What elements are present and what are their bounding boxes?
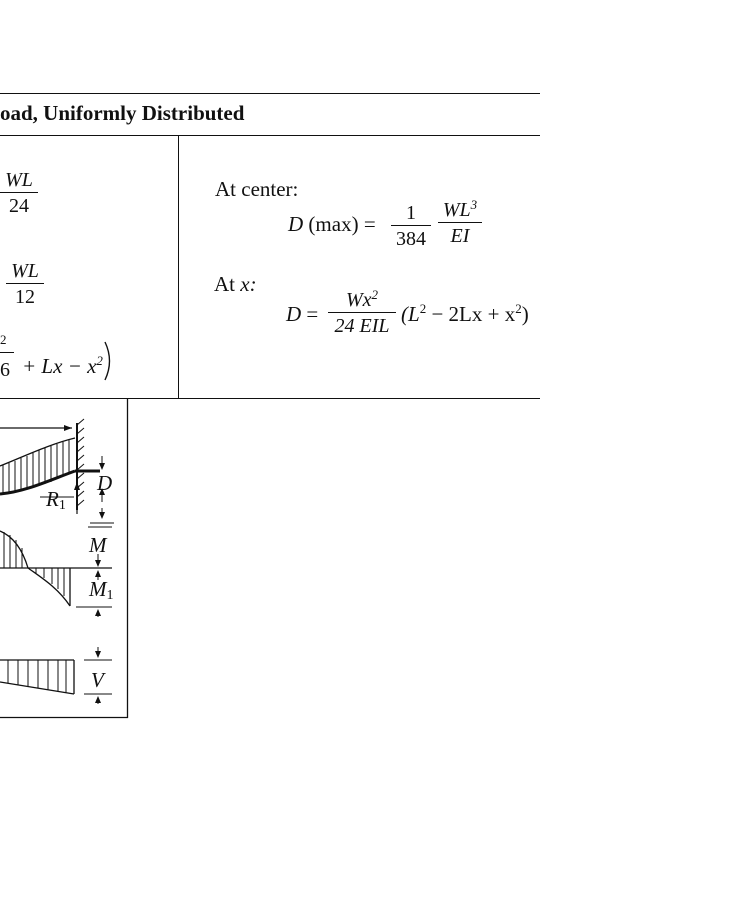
label-v: V <box>91 668 104 692</box>
fraction-wx2-24eil: Wx$^2$ 24 EIL <box>328 290 396 336</box>
cropped-fraction-top: 2 <box>0 332 7 347</box>
right-paren <box>102 340 116 382</box>
fraction-1-384: $\frac{1}{384}$ <box>391 203 431 249</box>
label-m: M <box>89 533 107 557</box>
dmax-lhs: D (max) = <box>288 212 376 236</box>
fraction-wl3-ei: $\frac{WL^3}{EI}$ <box>438 200 482 246</box>
dx-lhs: D = <box>286 302 319 326</box>
cropped-fraction-bar <box>0 352 14 353</box>
label-d: D <box>97 471 113 495</box>
at-center-label: At center: <box>215 177 299 201</box>
label-r1: $R_1$ <box>46 487 66 513</box>
header-bottom-rule <box>0 135 540 136</box>
cell-divider <box>178 135 179 398</box>
section-title: oad, Uniformly Distributed <box>0 101 245 125</box>
expression-tail: + $Lx - x^2$ <box>22 353 103 378</box>
beam-diagram <box>0 398 132 720</box>
label-m1: $M_1$ <box>89 577 114 603</box>
cropped-fraction-bottom: 6 <box>0 359 10 381</box>
fraction-wl-24: $\frac{WL}{24}$ <box>0 170 38 216</box>
fraction-wl-12: $\frac{WL}{12}$ <box>6 261 44 307</box>
at-x-label: At x: <box>214 272 257 296</box>
table-top-rule <box>0 93 540 94</box>
dx-rhs: $(L^2 - 2Lx + x^2)$ <box>401 301 529 326</box>
